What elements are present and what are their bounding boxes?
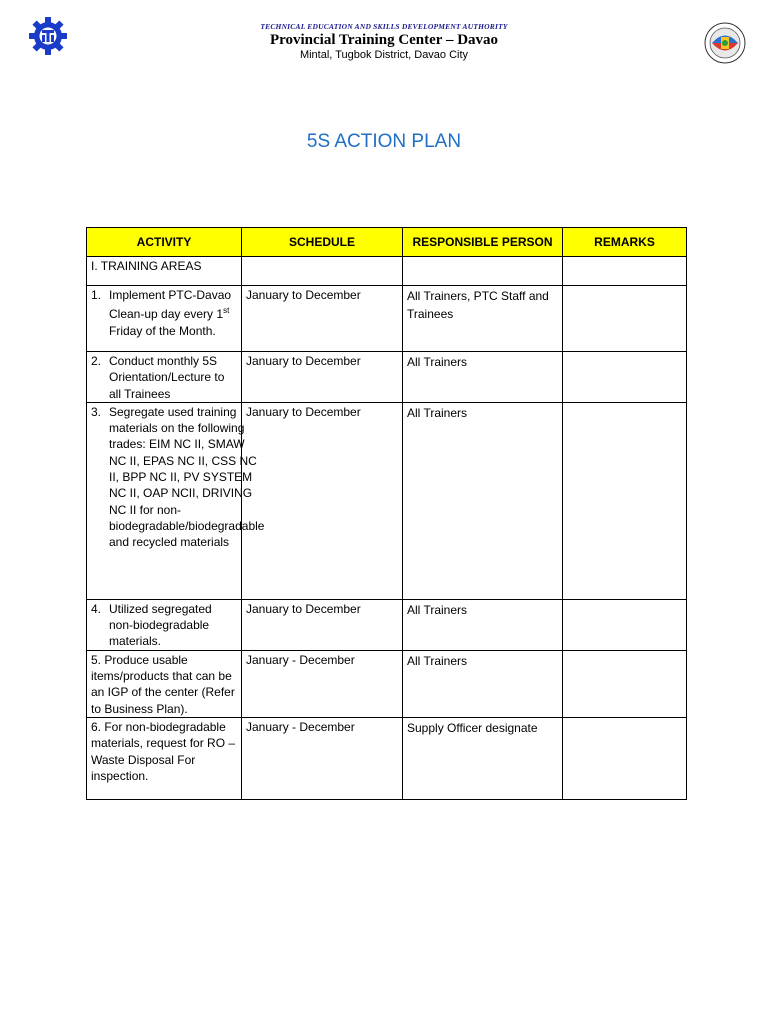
table-row <box>87 599 687 650</box>
table-row <box>87 352 687 403</box>
activity-text: Implement PTC-Davao Clean-up day every 1st Friday of the Month. <box>109 288 232 338</box>
remarks-cell <box>563 286 687 352</box>
schedule-cell: January to December <box>242 599 403 650</box>
column-header-responsible-person: RESPONSIBLE PERSON <box>403 228 563 257</box>
schedule-cell: January - December <box>242 650 403 717</box>
activity-cell: 6. For non-biodegradable materials, request for RO – Waste Disposal For inspection. <box>87 717 242 799</box>
column-header-remarks: REMARKS <box>563 228 687 257</box>
column-header-activity: ACTIVITY <box>87 228 242 257</box>
responsible-cell: All Trainers <box>403 352 563 403</box>
item-number: 2. <box>91 354 102 368</box>
schedule-cell: January to December <box>242 352 403 403</box>
table-row <box>87 402 687 599</box>
table-cell <box>563 257 687 286</box>
section-label: I. TRAINING AREAS <box>87 257 242 286</box>
remarks-cell <box>563 402 687 599</box>
remarks-cell <box>563 352 687 403</box>
activity-cell <box>87 402 265 599</box>
activity-cell: 5. Produce usable items/products that can be an IGP of the center (Refer to Business Plan). <box>87 650 242 717</box>
item-number: 3. <box>91 404 102 419</box>
activity-text: Utilized segregated non-biodegradable materials. <box>109 601 212 649</box>
activity-cell <box>87 599 242 650</box>
center-address: Mintal, Tugbok District, Davao City <box>299 49 469 61</box>
section-row <box>87 257 687 286</box>
responsible-cell: All Trainers <box>403 402 563 599</box>
responsible-cell: All Trainers <box>403 599 563 650</box>
schedule-cell: January - December <box>242 717 403 799</box>
remarks-cell <box>563 717 687 799</box>
schedule-cell: January to December <box>242 286 403 352</box>
document-header <box>0 22 768 62</box>
action-plan-table <box>86 227 687 800</box>
activity-cell <box>87 286 242 352</box>
responsible-cell: All Trainers <box>403 650 563 717</box>
table-cell <box>242 257 403 286</box>
table-row <box>87 650 687 717</box>
remarks-cell <box>563 599 687 650</box>
responsible-cell: All Trainers, PTC Staff and Trainees <box>403 286 563 352</box>
agency-name: TECHNICAL EDUCATION AND SKILLS DEVELOPMENT AUTHORITY <box>260 22 508 31</box>
page-title: 5S ACTION PLAN <box>306 131 462 152</box>
item-number: 4. <box>91 601 102 616</box>
activity-text: Segregate used training materials on the following trades: EIM NC II, SMAW NC II, EPAS NC II, CSS NC II, BPP NC II, PV SYSTEM NC II, OAP NCII, DRIVING NC II for non-biodegradable/biodegradable and recycled materials <box>109 404 265 550</box>
table-row <box>87 286 687 352</box>
item-number: 1. <box>91 288 102 302</box>
center-name: Provincial Training Center – Davao <box>269 32 499 48</box>
column-header-schedule: SCHEDULE <box>242 228 403 257</box>
responsible-cell: Supply Officer designate <box>403 717 563 799</box>
table-header-row <box>87 228 687 257</box>
activity-cell <box>87 352 242 403</box>
remarks-cell <box>563 650 687 717</box>
table-row <box>87 717 687 799</box>
table-cell <box>403 257 563 286</box>
schedule-cell: January to December <box>242 402 403 599</box>
activity-text: Conduct monthly 5S Orientation/Lecture to all Trainees <box>109 354 225 401</box>
